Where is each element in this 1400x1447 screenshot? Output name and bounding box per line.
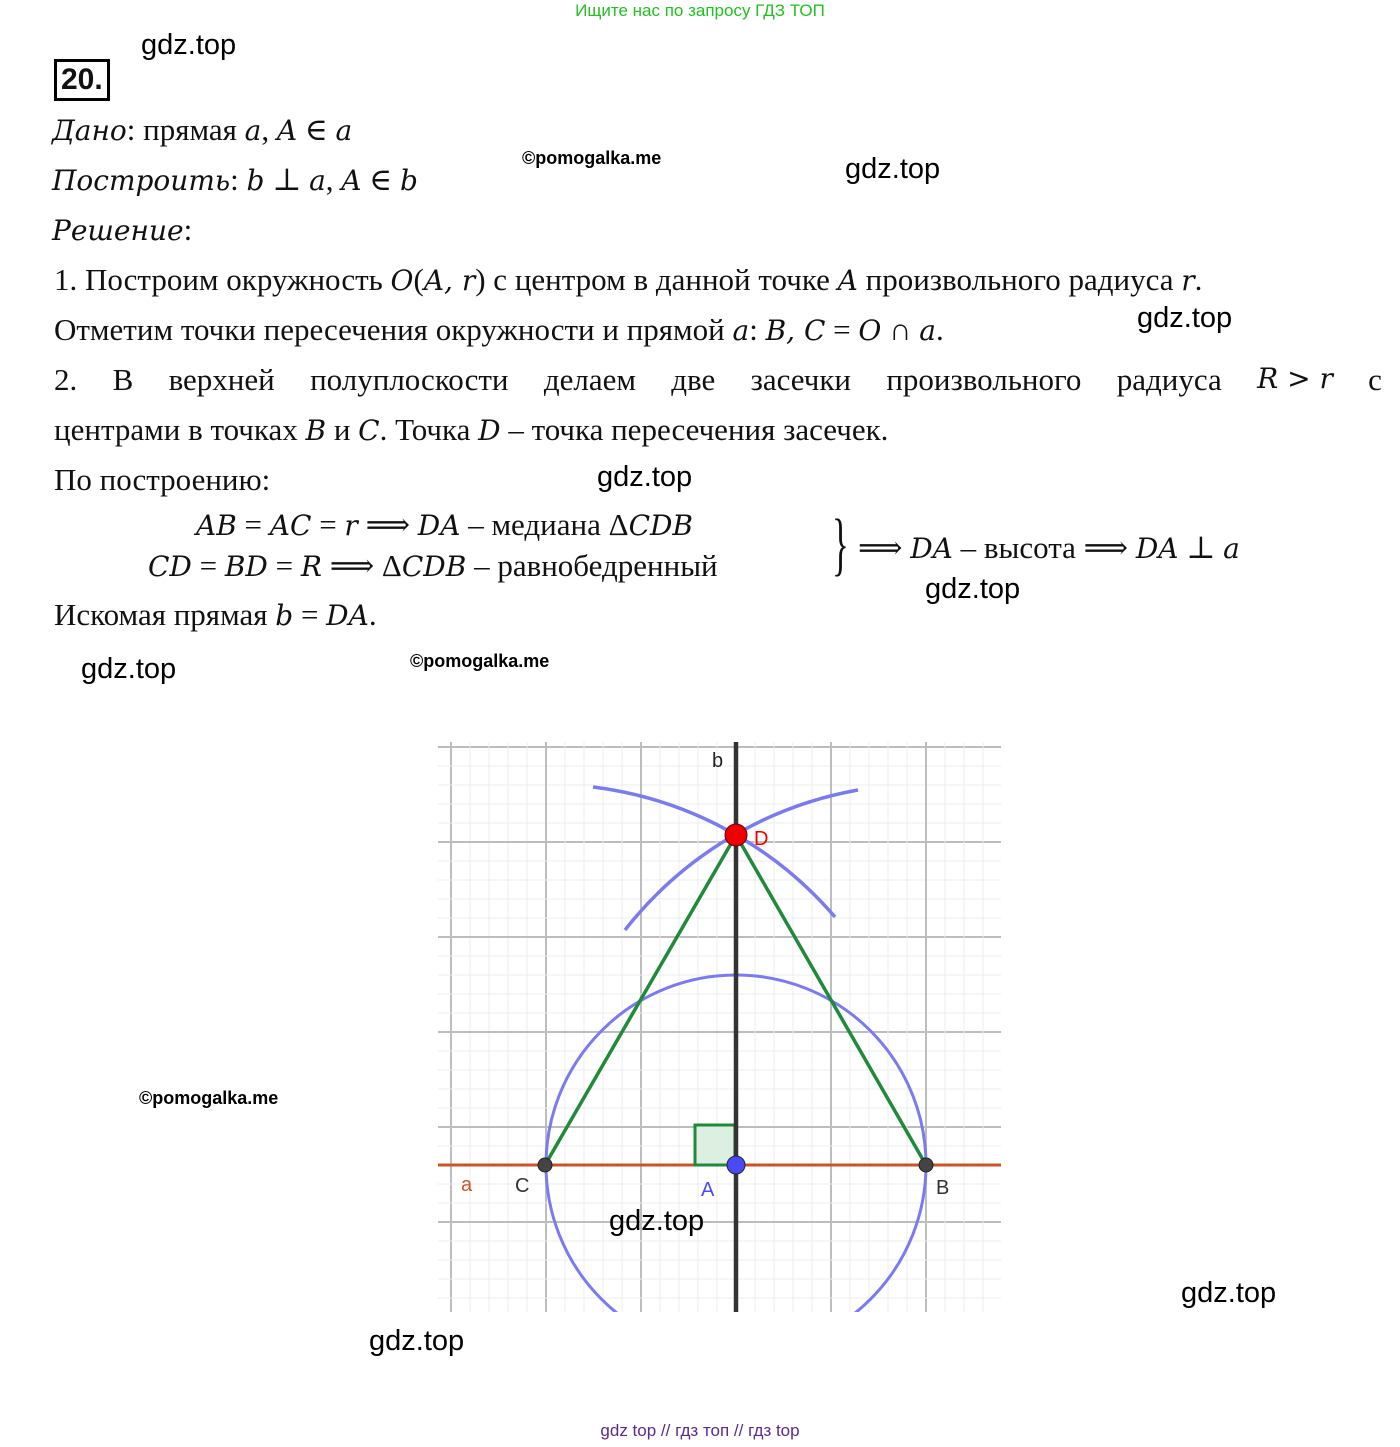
math-symbol: AC xyxy=(269,509,312,542)
text-segment: ∈ xyxy=(297,112,336,147)
label-A: A xyxy=(701,1179,715,1201)
math-symbol: A xyxy=(341,164,362,197)
step1-line2 xyxy=(54,312,944,348)
text-segment: . xyxy=(935,312,944,347)
text-segment: – высота ⟹ xyxy=(952,530,1136,565)
math-symbol: D xyxy=(478,414,501,447)
construct-line xyxy=(52,162,418,198)
solution-heading xyxy=(52,212,192,248)
math-symbol: a xyxy=(244,114,262,147)
math-symbol: CD xyxy=(148,550,192,583)
watermark-gdz: gdz.top xyxy=(81,653,177,685)
math-symbol: O xyxy=(390,264,414,297)
brace: } xyxy=(832,506,849,583)
text-segment: : xyxy=(230,162,247,197)
text-segment: : xyxy=(749,312,766,347)
text-segment: 1. Построим окружность xyxy=(54,262,391,297)
math-symbol: r xyxy=(344,509,358,542)
text-segment: , xyxy=(325,162,342,197)
math-symbol: b xyxy=(399,164,418,197)
text-segment: , xyxy=(261,112,277,147)
text-segment: ⊥ xyxy=(264,162,310,197)
point-D[interactable] xyxy=(725,824,747,846)
point-B[interactable] xyxy=(919,1158,933,1172)
top-banner[interactable]: Ищите нас по запросу ГДЗ ТОП xyxy=(575,1,825,20)
math-symbol: R xyxy=(300,550,322,583)
equation-1 xyxy=(196,507,693,543)
math-symbol: C xyxy=(358,414,380,447)
text-segment: ∈ xyxy=(361,162,400,197)
point-C[interactable] xyxy=(538,1158,552,1172)
watermark-pomogalka: ©pomogalka.me xyxy=(522,148,662,168)
text-segment: = xyxy=(236,507,270,542)
text-segment: : xyxy=(183,212,193,247)
word: полуплоскости xyxy=(310,362,509,397)
text-segment: центрами в точках xyxy=(54,412,306,447)
text-segment: и xyxy=(326,412,359,447)
step2-line2 xyxy=(54,412,888,448)
text-segment: ∩ xyxy=(881,312,920,347)
word: В xyxy=(112,362,134,397)
point-A[interactable] xyxy=(727,1156,745,1174)
math-symbol: a xyxy=(919,314,936,347)
math-symbol: A xyxy=(276,114,298,147)
math-symbol: DA xyxy=(910,532,953,565)
math-symbol: A, r xyxy=(423,264,476,297)
text-segment: ⟹ Δ xyxy=(321,548,402,583)
word: R > r xyxy=(1257,362,1333,395)
watermark-pomogalka: ©pomogalka.me xyxy=(410,651,550,671)
label-b: b xyxy=(712,750,724,772)
watermark-pomogalka: ©pomogalka.me xyxy=(139,1088,279,1108)
by-construction-label xyxy=(54,462,270,498)
label-D: D xyxy=(754,828,769,850)
label-a: a xyxy=(461,1174,473,1196)
math-symbol: CDB xyxy=(628,509,694,542)
math-symbol: DA xyxy=(417,509,461,542)
label-C: C xyxy=(515,1175,530,1197)
step2-line1 xyxy=(54,362,1382,398)
equation-2 xyxy=(148,548,718,584)
text-segment: = xyxy=(293,597,327,632)
math-symbol: CDB xyxy=(401,550,467,583)
text-segment: – медиана Δ xyxy=(460,507,629,542)
math-symbol: BD xyxy=(224,550,268,583)
watermark-gdz: gdz.top xyxy=(609,1205,705,1237)
step1-line1 xyxy=(54,262,1202,298)
text-segment: : прямая xyxy=(126,112,245,147)
answer-line xyxy=(54,597,377,633)
math-symbol: Построить xyxy=(52,164,231,197)
math-symbol: a xyxy=(335,114,353,147)
watermark-gdz: gdz.top xyxy=(141,29,237,61)
conclusion xyxy=(858,530,1240,566)
text-segment: = xyxy=(825,312,859,347)
math-symbol: b xyxy=(275,599,294,632)
footer-links[interactable]: gdz top // гдз топ // гдз top xyxy=(600,1421,800,1440)
text-segment: = xyxy=(191,548,225,583)
word: засечки xyxy=(750,362,851,397)
watermark-gdz: gdz.top xyxy=(925,573,1021,605)
word: две xyxy=(671,362,716,397)
given-line xyxy=(52,112,352,148)
word: делаем xyxy=(543,362,636,397)
watermark-gdz: gdz.top xyxy=(1137,302,1233,334)
text-segment: ) с центром в данной точке xyxy=(475,262,838,297)
word: произвольного xyxy=(886,362,1082,397)
math-symbol: DA xyxy=(1135,532,1179,565)
text-segment: . xyxy=(1194,262,1203,297)
math-symbol: DA xyxy=(326,599,369,632)
watermark-gdz: gdz.top xyxy=(369,1325,465,1357)
watermark-gdz: gdz.top xyxy=(1181,1277,1277,1309)
math-symbol: B, C xyxy=(765,314,826,347)
math-symbol: a xyxy=(1223,532,1240,565)
math-symbol: a xyxy=(309,164,326,197)
construction-diagram xyxy=(438,742,1001,1312)
text-segment: ( xyxy=(413,262,424,297)
math-symbol: b xyxy=(246,164,265,197)
text-segment: Отметим точки пересечения окружности и прямой xyxy=(54,312,733,347)
label-B: B xyxy=(936,1177,950,1199)
math-symbol: O xyxy=(858,314,882,347)
math-symbol: Дано xyxy=(52,114,127,147)
watermark-gdz: gdz.top xyxy=(597,461,693,493)
text-segment: ⊥ xyxy=(1178,530,1224,565)
text-segment: = xyxy=(311,507,345,542)
text-segment: ⟹ xyxy=(858,530,911,565)
math-symbol: B xyxy=(305,414,327,447)
text-segment: ⟹ xyxy=(357,507,418,542)
task-number: 20. xyxy=(54,59,110,101)
text-segment: – точка пересечения засечек. xyxy=(500,412,889,447)
word: радиуса xyxy=(1116,362,1222,397)
math-symbol: a xyxy=(732,314,750,347)
text-segment: . Точка xyxy=(379,412,479,447)
text-segment: . xyxy=(368,597,377,632)
math-symbol: A xyxy=(837,264,858,297)
text-segment: – равнобедренный xyxy=(466,548,718,583)
text-segment: произвольного радиуса xyxy=(857,262,1182,297)
word: верхней xyxy=(168,362,275,397)
math-symbol: AB xyxy=(196,509,237,542)
math-symbol: r xyxy=(1181,264,1195,297)
text-segment: = xyxy=(267,548,301,583)
text-segment: По построению: xyxy=(54,462,271,497)
word: с xyxy=(1368,362,1382,397)
word: 2. xyxy=(54,362,78,397)
math-symbol: Решение xyxy=(52,214,184,247)
watermark-gdz: gdz.top xyxy=(845,153,941,185)
text-segment: Искомая прямая xyxy=(54,597,276,632)
